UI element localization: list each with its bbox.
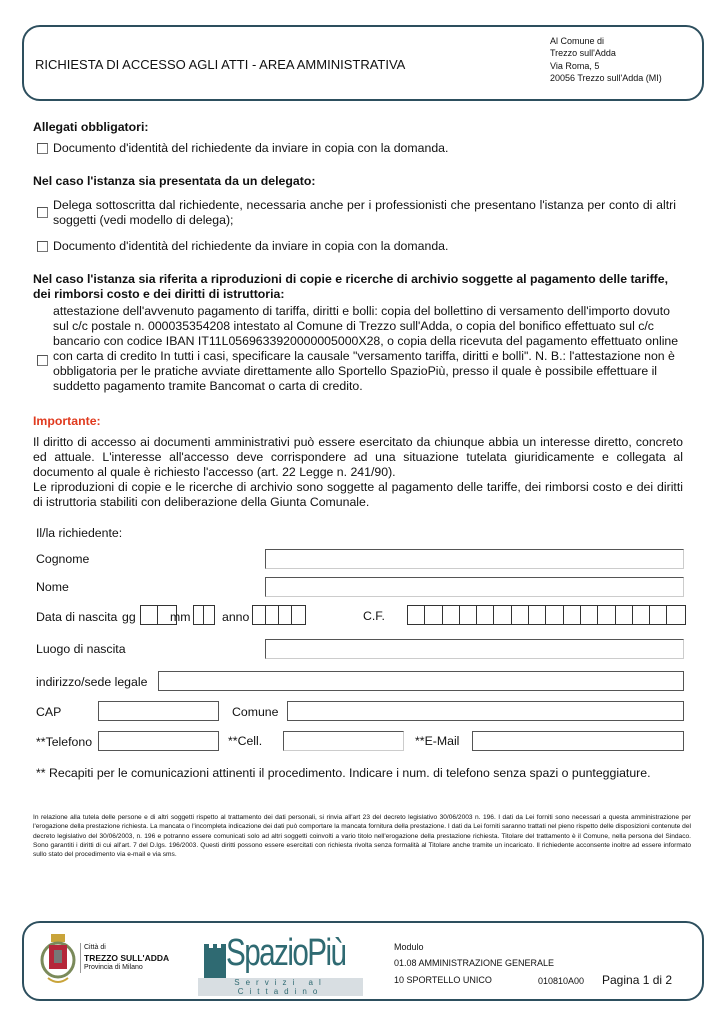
data-nascita-label: Data di nascita <box>36 610 118 624</box>
cap-label: CAP <box>36 705 62 719</box>
importante-paragraph-1: Il diritto di accesso ai documenti amministrativi può essere esercitato da chiunque abbia un interesse diretto, concreto ed attuale. L'interesse all'accesso deve corrispondere ad una situazione tutelata giuridicamente e collegata al documento al quale è richiesto l'accesso (art. 22 Legge n. 241/90). <box>33 435 683 479</box>
city-name: TREZZO SULL'ADDA <box>84 953 170 963</box>
modulo-sportello: 10 SPORTELLO UNICO <box>394 975 492 985</box>
delegato-checkbox-2[interactable] <box>37 241 48 252</box>
allegati-heading: Allegati obbligatori: <box>33 120 149 134</box>
city-logo-text <box>80 943 169 973</box>
page-title: RICHIESTA DI ACCESSO AGLI ATTI - AREA AMMINISTRATIVA <box>35 57 406 72</box>
mm-input[interactable] <box>193 605 215 625</box>
coat-of-arms-icon <box>40 932 76 986</box>
importante-paragraph-2: Le riproduzioni di copie e le ricerche di archivio sono soggette al pagamento delle tariffe, dei rimborsi costo e dei diritti di istruttoria stabiliti con deliberazione della Giunta Comunale. <box>33 480 683 509</box>
riproduzioni-item-1: attestazione dell'avvenuto pagamento di tariffa, diritti e bolli: copia del bollettino di versamento dell'importo dovuto sul c/c postale n. 000035354208 intestato al Comune di Trezzo sull'Adda, o copia del bonifico effettuato sul c/c bancario con codice IBAN IT11L0569633920000005000X28, o copia della ricevuta del pagamento effettuato online con carta di credito In tutti i casi, specificare la causale "versamento tariffa, diritti e bolli". N. B.: l'attestazione non è obbligatoria per le pratiche avviate direttamente allo Sportello SpazioPiù, presso il quale è possibile effettuare il suddetto pagamento tramite Bancomat o carta di credito. <box>53 304 679 393</box>
privacy-notice: In relazione alla tutela delle persone e di altri soggetti rispetto al trattamento dei dati personali, si rinvia all'art 23 del decreto legislativo 30/06/2003 n. 196. I dati da Lei forniti sono necessari a questa amministrazione per l'erogazione della prestazione richiesta. La mancata o l'incompleta indicazione dei dati può comportare la mancata fornitura della prestazione. I dati da Lei forniti saranno trattati nel pieno rispetto delle disposizioni contenute del decreto legislativo del 30/06/2003, n. 196 e potranno essere comunicati solo ad altri soggetti coinvolti a vario titolo nell'erogazione della prestazione richiesta. Titolare del trattamento è il Comune, nella persona del Sindaco. Sono garantiti i diritti di cui all'art. 7 del D.lgs. 196/2003. Questi diritti possono essere esercitati con richiesta rivolta senza formalità al Titolare anche tramite un incaricato. Il richiedente acconsente inoltre ad essere informato sullo stato del procedimento via e-mail e via sms. <box>33 814 691 859</box>
recapiti-note: ** Recapiti per le comunicazioni attinenti il procedimento. Indicare i num. di telefono senza spazi o punteggiature. <box>36 766 651 780</box>
importante-heading: Importante: <box>33 414 101 428</box>
anno-input[interactable] <box>252 605 306 625</box>
province: Provincia di Milano <box>84 964 143 971</box>
riproduzioni-heading: Nel caso l'istanza sia riferita a riproduzioni di copie e ricerche di archivio soggette al pagamento delle tariffe, dei rimborsi costo e dei diritti di istruttoria: <box>33 272 669 301</box>
delegato-item-1: Delega sottoscritta dal richiedente, necessaria anche per i professionisti che presentano l'istanza per conto di altri soggetti (vedi modello di delega); <box>53 198 676 227</box>
delegato-checkbox-1[interactable] <box>37 207 48 218</box>
tower-icon <box>204 944 226 978</box>
cap-input[interactable] <box>98 701 219 721</box>
gg-label: gg <box>122 610 136 624</box>
mm-label: mm <box>170 610 191 624</box>
modulo-label: Modulo <box>394 942 424 952</box>
address-line: Via Roma, 5 <box>550 60 600 71</box>
cognome-input[interactable] <box>265 549 684 569</box>
telefono-input[interactable] <box>98 731 219 751</box>
address-line: 20056 Trezzo sull'Adda (MI) <box>550 72 662 83</box>
spaziopiu-logo <box>198 928 363 996</box>
page-number: Pagina 1 di 2 <box>602 973 673 987</box>
riproduzioni-checkbox-1[interactable] <box>37 355 48 366</box>
cf-input[interactable] <box>407 605 686 625</box>
indirizzo-input[interactable] <box>158 671 684 691</box>
email-label: **E-Mail <box>415 734 460 748</box>
recipient-address <box>550 35 662 84</box>
anno-label: anno <box>222 610 250 624</box>
comune-label: Comune <box>232 705 279 719</box>
city-small: Città di <box>84 944 106 951</box>
cell-label: **Cell. <box>228 734 263 748</box>
importante-text <box>33 435 683 510</box>
cognome-label: Cognome <box>36 552 90 566</box>
address-line: Al Comune di <box>550 36 605 46</box>
delegato-item-2: Documento d'identità del richiedente da inviare in copia con la domanda. <box>53 239 449 253</box>
cell-input[interactable] <box>283 731 404 751</box>
indirizzo-label: indirizzo/sede legale <box>36 675 148 689</box>
delegato-heading: Nel caso l'istanza sia presentata da un delegato: <box>33 174 316 188</box>
address-line: Trezzo sull'Adda <box>550 48 616 59</box>
comune-input[interactable] <box>287 701 684 721</box>
modulo-area: 01.08 AMMINISTRAZIONE GENERALE <box>394 958 555 968</box>
nome-input[interactable] <box>265 577 684 597</box>
luogo-label: Luogo di nascita <box>36 642 126 656</box>
logo-sub: Servizi al Cittadino <box>198 978 363 996</box>
luogo-input[interactable] <box>265 639 684 659</box>
logo-main: SpazioPiù <box>226 932 346 974</box>
nome-label: Nome <box>36 580 69 594</box>
richiedente-heading: Il/la richiedente: <box>36 526 123 540</box>
allegati-checkbox-1[interactable] <box>37 143 48 154</box>
telefono-label: **Telefono <box>36 735 93 749</box>
allegati-item-1: Documento d'identità del richiedente da inviare in copia con la domanda. <box>53 141 449 155</box>
modulo-code: 010810A00 <box>538 976 585 986</box>
email-input[interactable] <box>472 731 684 751</box>
cf-label: C.F. <box>363 609 385 623</box>
